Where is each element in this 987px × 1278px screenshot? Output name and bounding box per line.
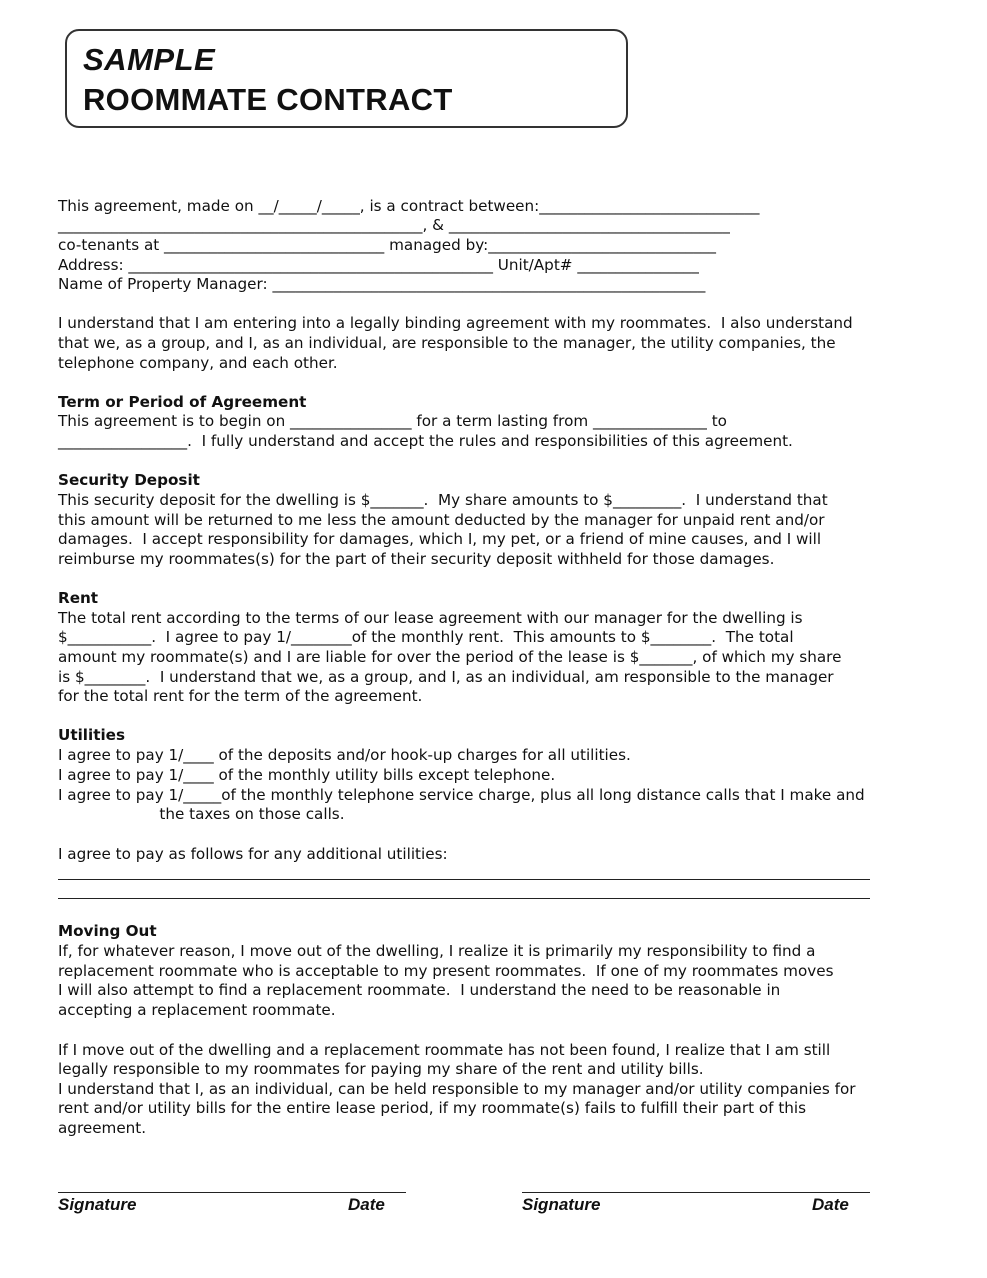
left-signature-label: Signature [58, 1195, 137, 1214]
moving-out-line: rent and/or utility bills for the entire lease period, if my roommate(s) fails to fulfill their part of this [58, 1099, 807, 1117]
rent-line: The total rent according to the terms of our lease agreement with our manager for the dwelling is [58, 609, 803, 627]
intro-paragraph-line: I understand that I am entering into a legally binding agreement with my roommates. I also understand [58, 314, 853, 332]
rent-line[interactable]: amount my roommate(s) and I are liable for over the period of the lease is $_______, of which my share [58, 648, 842, 666]
term-line[interactable]: _________________. I fully understand and accept the rules and responsibilities of this agreement. [58, 432, 793, 450]
additional-utilities-label: I agree to pay as follows for any additional utilities: [58, 845, 448, 863]
intro-paragraph-line: that we, as a group, and I, as an individual, are responsible to the manager, the utility companies, the [58, 334, 836, 352]
intro-field-parties[interactable]: ________________________________________________, & _____________________________________ [58, 216, 730, 234]
right-date-label: Date [812, 1195, 849, 1214]
utilities-heading: Utilities [58, 726, 126, 744]
additional-utilities-line[interactable] [58, 879, 870, 880]
moving-out-line: accepting a replacement roommate. [58, 1001, 336, 1019]
rent-line[interactable]: is $________. I understand that we, as a group, and I, as an individual, am responsible to the manager [58, 668, 834, 686]
term-heading: Term or Period of Agreement [58, 393, 307, 411]
utilities-line: the taxes on those calls. [58, 805, 345, 823]
utilities-line[interactable]: I agree to pay 1/____ of the monthly utility bills except telephone. [58, 766, 556, 784]
moving-out-line: agreement. [58, 1119, 147, 1137]
moving-out-line: replacement roommate who is acceptable to my present roommates. If one of my roommates moves [58, 962, 834, 980]
utilities-line[interactable]: I agree to pay 1/_____of the monthly telephone service charge, plus all long distance calls that I make and [58, 786, 865, 804]
moving-out-line: legally responsible to my roommates for paying my share of the rent and utility bills. [58, 1060, 704, 1078]
additional-utilities-line[interactable] [58, 898, 870, 899]
intro-paragraph-line: telephone company, and each other. [58, 354, 338, 372]
moving-out-line: If, for whatever reason, I move out of the dwelling, I realize it is primarily my responsibility to find a [58, 942, 816, 960]
rent-line[interactable]: $___________. I agree to pay 1/________of the monthly rent. This amounts to $________. The total [58, 628, 794, 646]
moving-out-line: I understand that I, as an individual, can be held responsible to my manager and/or utility companies for [58, 1080, 856, 1098]
rent-line: for the total rent for the term of the agreement. [58, 687, 423, 705]
intro-field-address[interactable]: Address: ________________________________________________ Unit/Apt# ________________ [58, 256, 699, 274]
rent-heading: Rent [58, 589, 99, 607]
left-signature-line[interactable] [58, 1192, 406, 1193]
security-deposit-line: this amount will be returned to me less the amount deducted by the manager for unpaid rent and/or [58, 511, 825, 529]
moving-out-heading: Moving Out [58, 922, 157, 940]
intro-field-property-manager[interactable]: Name of Property Manager: _________________________________________________________ [58, 275, 706, 293]
moving-out-line: If I move out of the dwelling and a replacement roommate has not been found, I realize that I am still [58, 1041, 831, 1059]
utilities-line[interactable]: I agree to pay 1/____ of the deposits and/or hook-up charges for all utilities. [58, 746, 631, 764]
security-deposit-line: reimburse my roommates(s) for the part of their security deposit withheld for those damages. [58, 550, 775, 568]
right-signature-line[interactable] [522, 1192, 870, 1193]
term-line[interactable]: This agreement is to begin on ________________ for a term lasting from _______________ to [58, 412, 727, 430]
intro-field-date-parties[interactable]: This agreement, made on __/_____/_____, is a contract between:_____________________________ [58, 197, 760, 215]
title-box [65, 29, 628, 128]
title-sample: SAMPLE [83, 42, 216, 77]
left-date-label: Date [348, 1195, 385, 1214]
intro-field-cotenants[interactable]: co-tenants at _____________________________ managed by:______________________________ [58, 236, 717, 254]
security-deposit-line: damages. I accept responsibility for damages, which I, my pet, or a friend of mine causes, and I will [58, 530, 822, 548]
security-deposit-heading: Security Deposit [58, 471, 200, 489]
right-signature-label: Signature [522, 1195, 601, 1214]
security-deposit-line[interactable]: This security deposit for the dwelling is $_______. My share amounts to $_________. I understand that [58, 491, 828, 509]
title-roommate-contract: ROOMMATE CONTRACT [83, 82, 453, 117]
moving-out-line: I will also attempt to find a replacement roommate. I understand the need to be reasonable in [58, 981, 781, 999]
